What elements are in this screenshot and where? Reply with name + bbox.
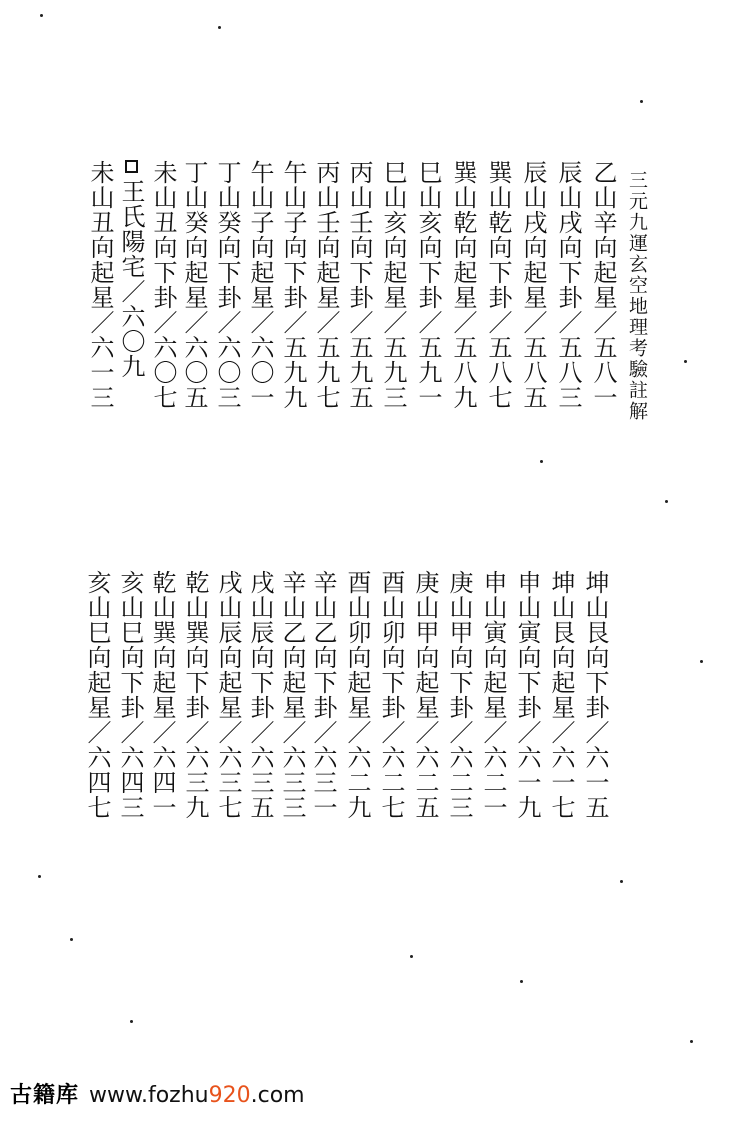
- scan-speck: [130, 1020, 133, 1023]
- toc-entry: 辛山乙向起星／六三三: [278, 570, 306, 820]
- toc-entry: 申山寅向下卦／六一九: [513, 570, 541, 820]
- watermark-url-suffix: .com: [250, 1083, 305, 1108]
- toc-entry: 坤山艮向下卦／六一五: [581, 570, 609, 820]
- toc-entry: 丁山癸向起星／六〇五: [180, 160, 208, 410]
- toc-entry-with-mark: [116, 160, 146, 379]
- toc-entry-label: 王氏陽宅／六〇九: [117, 179, 145, 379]
- scan-speck: [684, 360, 687, 363]
- watermark-brand: 古籍库: [10, 1083, 80, 1108]
- toc-entry: 亥山巳向起星／六四七: [83, 570, 111, 820]
- running-header: 三元九運玄空地理考驗註解: [626, 170, 648, 422]
- scan-speck: [520, 980, 523, 983]
- scan-speck: [40, 14, 43, 17]
- toc-entry: 辛山乙向下卦／六三一: [309, 570, 337, 820]
- scan-speck: [620, 880, 623, 883]
- toc-entry: 丙山壬向起星／五九七: [312, 160, 340, 410]
- watermark-url-number: 920: [208, 1083, 251, 1108]
- toc-entry: 戌山辰向下卦／六三五: [246, 570, 274, 820]
- scan-speck: [38, 875, 41, 878]
- toc-entry: 乾山巽向下卦／六三九: [181, 570, 209, 820]
- scan-speck: [540, 460, 543, 463]
- toc-entry: 亥山巳向下卦／六四三: [116, 570, 144, 820]
- watermark-url-prefix: www.fozhu: [89, 1083, 209, 1108]
- toc-entry: 丙山壬向下卦／五九五: [345, 160, 373, 410]
- scan-speck: [70, 938, 73, 941]
- toc-entry: 申山寅向起星／六二一: [479, 570, 507, 820]
- toc-entry: 巽山乾向起星／五八九: [449, 160, 477, 410]
- square-mark-icon: [125, 160, 138, 173]
- scan-speck: [640, 100, 643, 103]
- toc-entry: 未山丑向下卦／六〇七: [149, 160, 177, 410]
- toc-entry: 酉山卯向下卦／六二七: [377, 570, 405, 820]
- toc-entry: 丁山癸向下卦／六〇三: [213, 160, 241, 410]
- toc-entry: 庚山甲向下卦／六二三: [445, 570, 473, 820]
- toc-entry: 坤山艮向起星／六一七: [547, 570, 575, 820]
- scan-speck: [665, 500, 668, 503]
- toc-entry: 乙山辛向起星／五八一: [589, 160, 617, 410]
- toc-entry: 乾山巽向起星／六四一: [148, 570, 176, 820]
- watermark: [10, 1078, 305, 1109]
- toc-entry: 巽山乾向下卦／五八七: [484, 160, 512, 410]
- toc-entry: 午山子向下卦／五九九: [279, 160, 307, 410]
- toc-entry: 巳山亥向起星／五九三: [379, 160, 407, 410]
- toc-entry: 未山丑向起星／六一三: [86, 160, 114, 410]
- scan-speck: [218, 26, 221, 29]
- toc-entry: 午山子向起星／六〇一: [246, 160, 274, 410]
- scan-speck: [700, 660, 703, 663]
- scan-speck: [410, 955, 413, 958]
- toc-entry: 庚山甲向起星／六二五: [411, 570, 439, 820]
- toc-entry: 酉山卯向起星／六二九: [343, 570, 371, 820]
- toc-entry: 辰山戌向起星／五八五: [519, 160, 547, 410]
- scan-speck: [690, 1040, 693, 1043]
- toc-entry: 戌山辰向起星／六三七: [214, 570, 242, 820]
- toc-entry: 辰山戌向下卦／五八三: [554, 160, 582, 410]
- toc-entry: 巳山亥向下卦／五九一: [414, 160, 442, 410]
